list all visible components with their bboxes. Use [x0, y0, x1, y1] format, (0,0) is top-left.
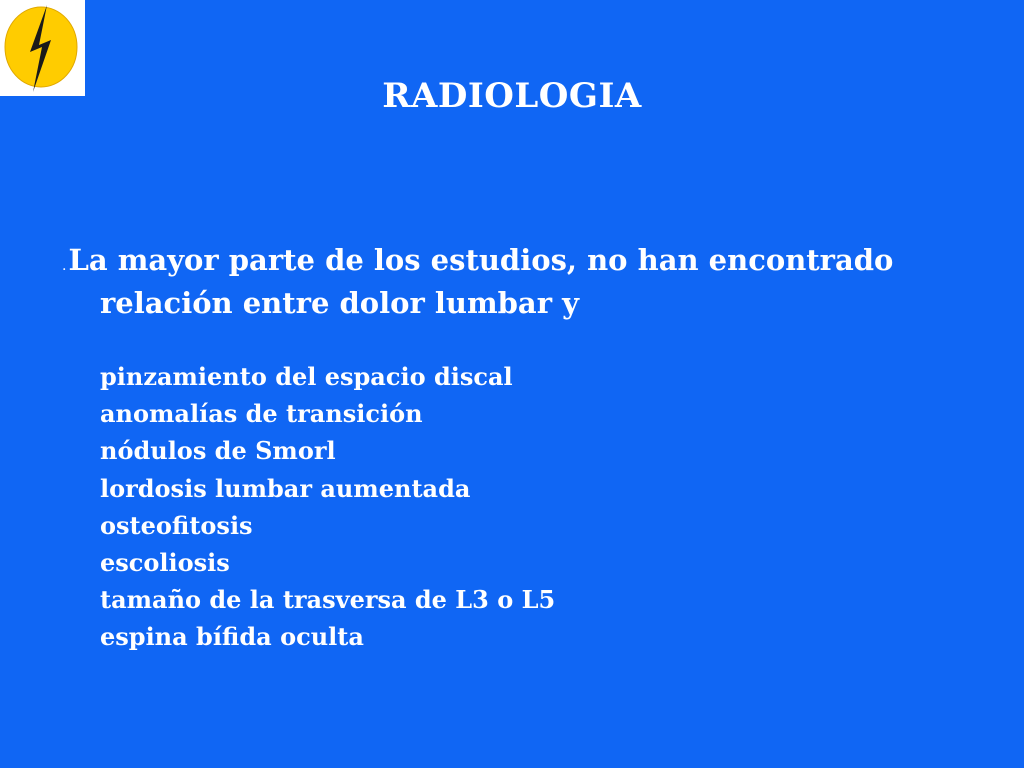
list-item: pinzamiento del espacio discal: [100, 362, 513, 391]
intro-paragraph: [62, 242, 982, 322]
findings-list: [100, 358, 555, 656]
list-item: tamaño de la trasversa de L3 o L5: [100, 585, 556, 615]
list-item: osteofitosis: [100, 510, 253, 540]
slide-title: RADIOLOGIA: [382, 76, 642, 116]
list-item: escoliosis: [100, 548, 230, 578]
list-item: lordosis lumbar aumentada: [100, 473, 471, 503]
list-item: anomalías de transición: [100, 399, 423, 429]
intro-bullet: .: [62, 258, 67, 274]
intro-line-1: La mayor parte de los estudios, no han encontrado: [68, 243, 894, 277]
list-item: espina bífida oculta: [100, 622, 364, 652]
list-item: nódulos de Smorl: [100, 436, 336, 466]
intro-line-2: relación entre dolor lumbar y: [100, 286, 579, 320]
